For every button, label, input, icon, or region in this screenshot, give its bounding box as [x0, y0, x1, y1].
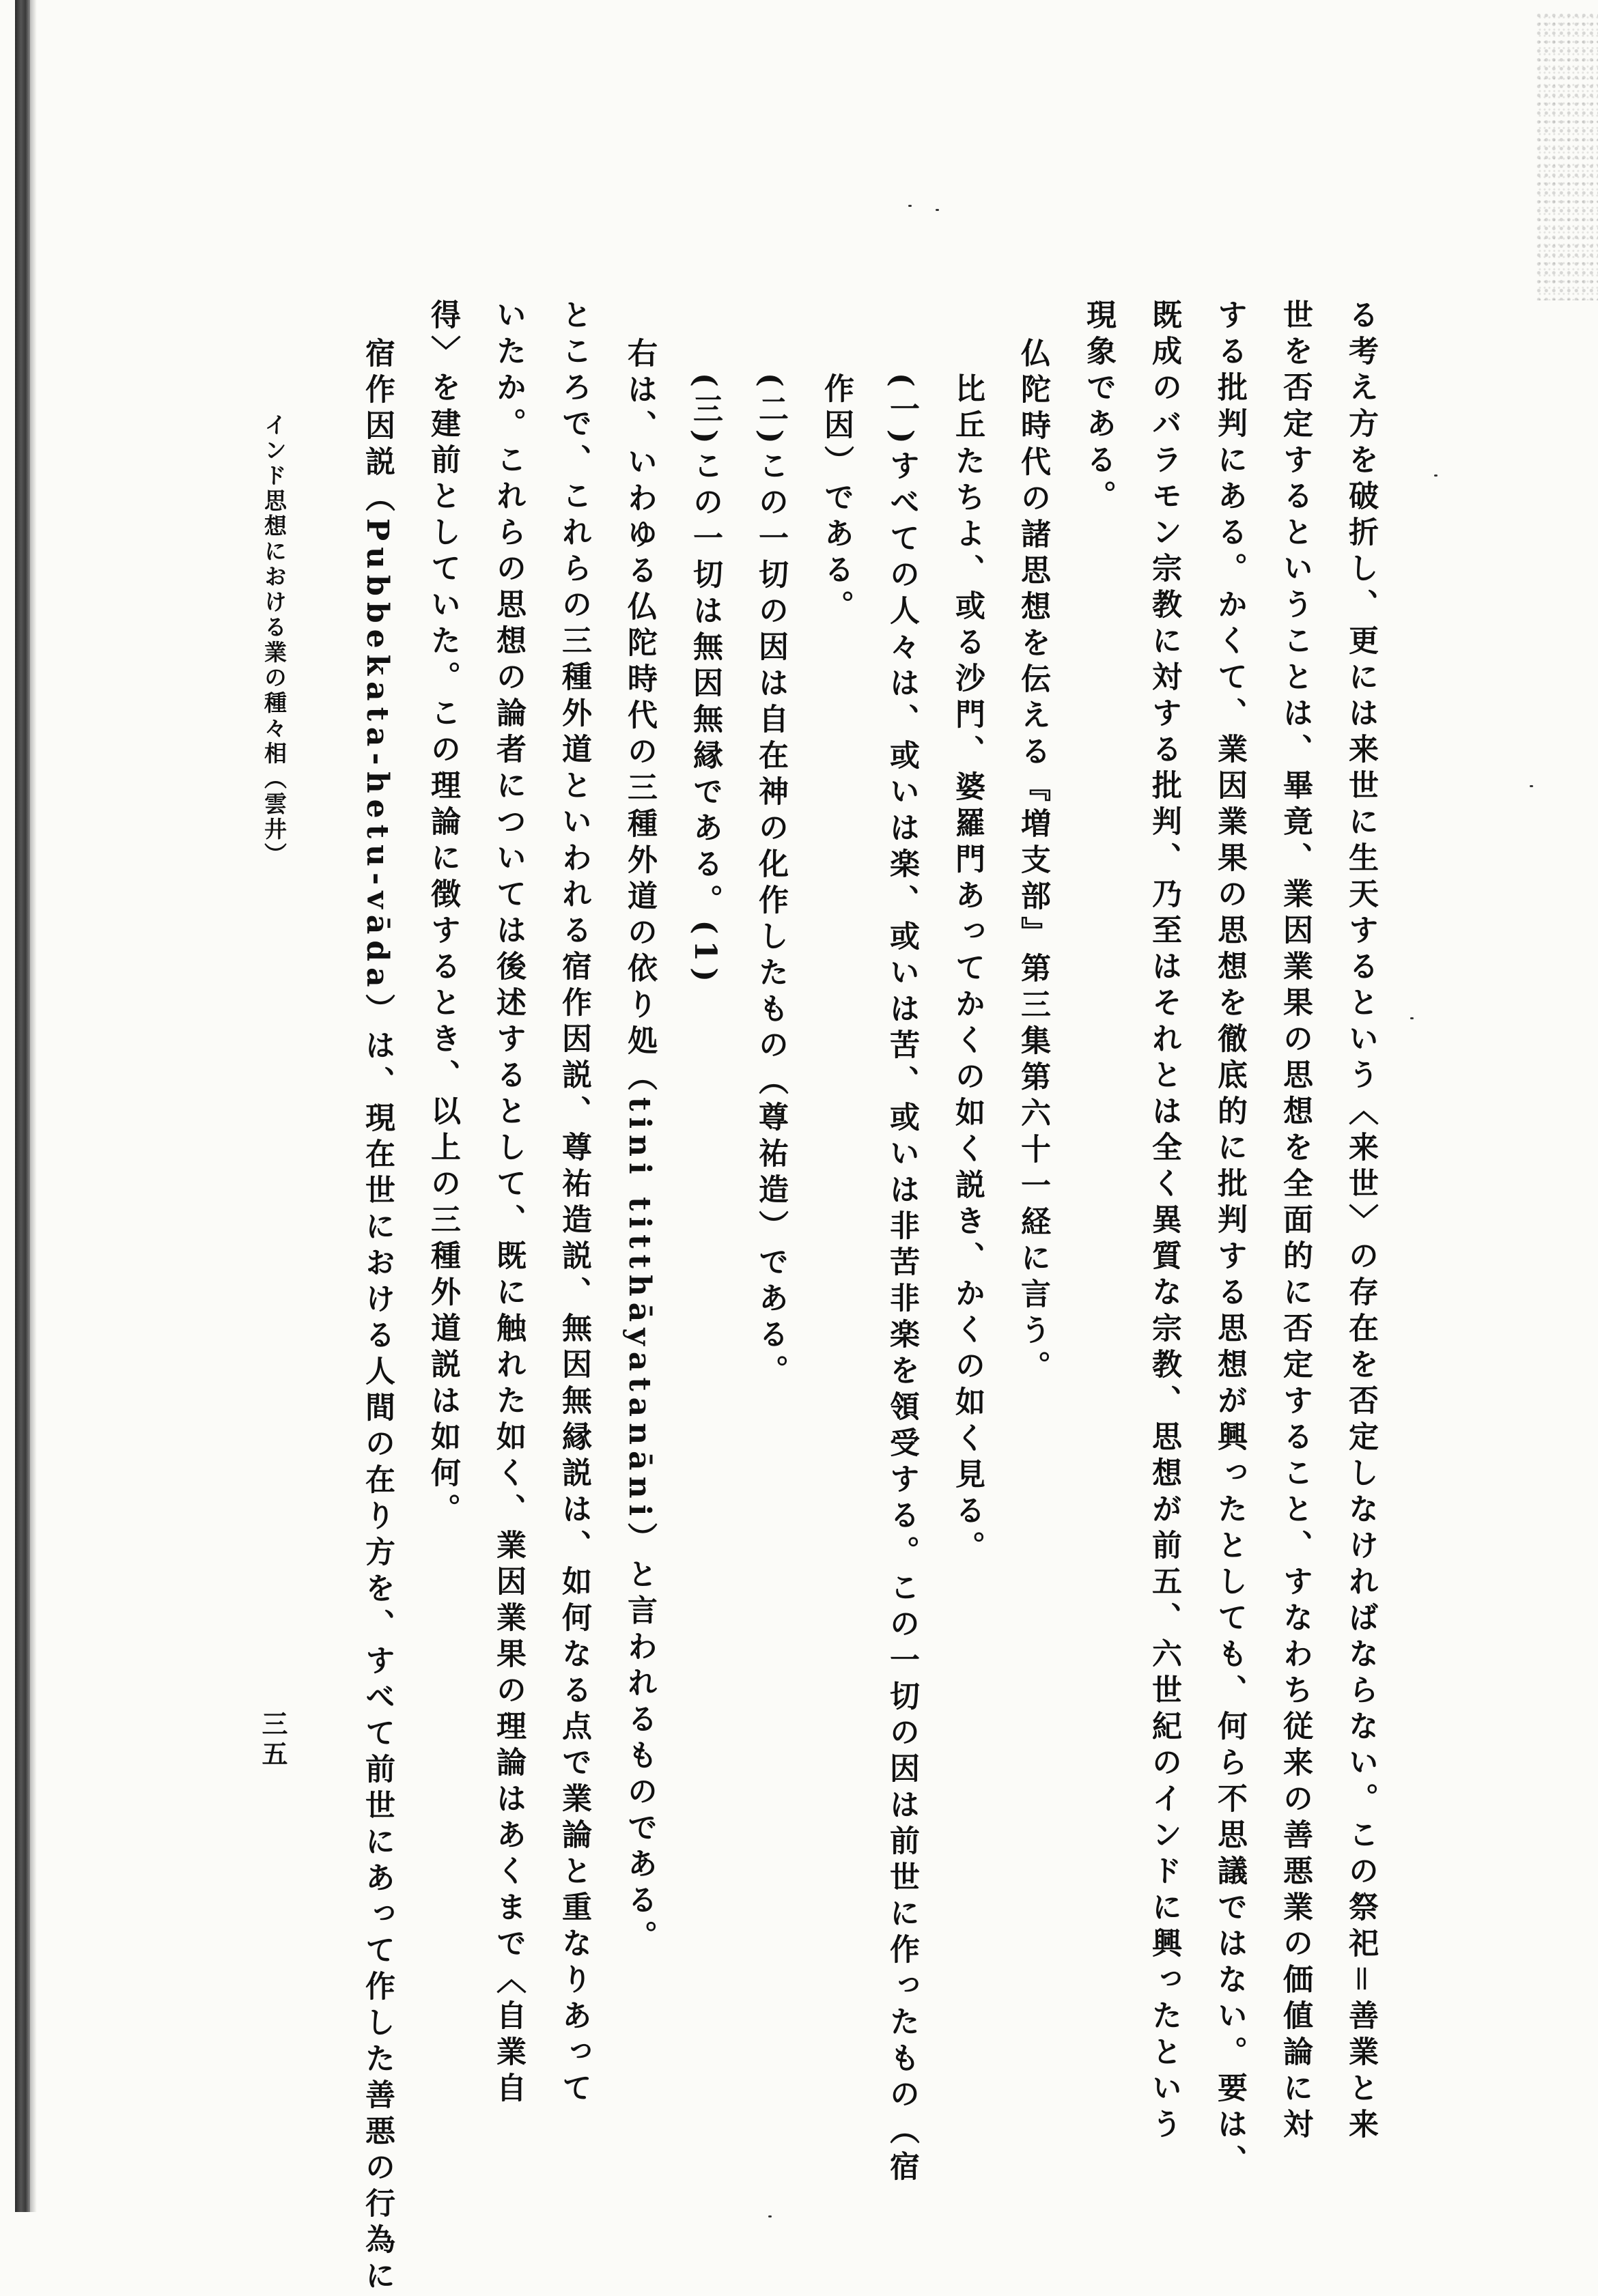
scan-speck [1410, 1017, 1414, 1019]
text-line: る考え方を破折し、更には来世に生天するという〈来世〉の存在を否定しなければならない。この祭祀＝善業と来 [1343, 299, 1378, 2144]
scan-spine-gradient [30, 0, 37, 2212]
scan-speck [936, 209, 939, 211]
text-line: 既成のバラモン宗教に対する批判、乃至はそれとは全く異質な宗教、思想が前五、六世紀のインドに興ったという [1147, 299, 1181, 2144]
running-head: インド思想における業の種々相（雲井） [261, 413, 288, 868]
page-number: 三五 [257, 1710, 288, 1770]
text-line: する批判にある。かくて、業因業果の思想を徹底的に批判する思想が興ったとしても、何ら不思議ではない。要は、 [1212, 299, 1247, 2181]
scan-speck [768, 2215, 772, 2217]
quote-line: (一)すべての人々は、或いは楽、或いは苦、或いは非苦非楽を領受する。この一切の因は前世に作ったもの（宿 [884, 373, 919, 2187]
scan-speck [908, 205, 912, 207]
text-line: 現象である。 [1081, 299, 1116, 516]
scan-speck [1434, 474, 1438, 477]
text-line: 仏陀時代の諸思想を伝える『増支部』第三集第六十一経に言う。 [1015, 337, 1050, 1387]
text-line: 宿作因説（Pubbekata-hetu-vāda）は、現在世における人間の在り方を、すべて前世にあって作した善悪の行為に [360, 337, 395, 2296]
quote-line: 作因）である。 [819, 373, 854, 626]
body-text [344, 299, 1393, 2296]
quote-line: (二)この一切の因は自在神の化作したもの（尊祐造）である。 [753, 373, 788, 1391]
scan-speck [1530, 785, 1533, 787]
text-line: 得〉を建前としていた。この理論に徴するとき、以上の三種外道説は如何。 [425, 299, 460, 1529]
quote-line: (三)この一切は無因無縁である。(1) [688, 373, 723, 988]
text-line: いたか。これらの思想の論者については後述するとして、既に触れた如く、業因業果の理論はあくまで〈自業自 [491, 299, 526, 2108]
text-line: 右は、いわゆる仏陀時代の三種外道の依り処（tini titthāyatanāni）と言われるものである。 [622, 337, 657, 1957]
scan-spine-shadow [15, 0, 30, 2212]
quote-line: 比丘たちよ、或る沙門、婆羅門あってかくの如く説き、かくの如く見る。 [950, 373, 985, 1567]
text-line: ところで、これらの三種外道といわれる宿作因説、尊祐造説、無因無縁説は、如何なる点で業論と重なりあって [557, 299, 591, 2108]
scan-edge-noise [1537, 14, 1598, 300]
text-line: 世を否定するということは、畢竟、業因業果の思想を全面的に否定すること、すなわち従来の善悪業の価値論に対 [1278, 299, 1313, 2144]
